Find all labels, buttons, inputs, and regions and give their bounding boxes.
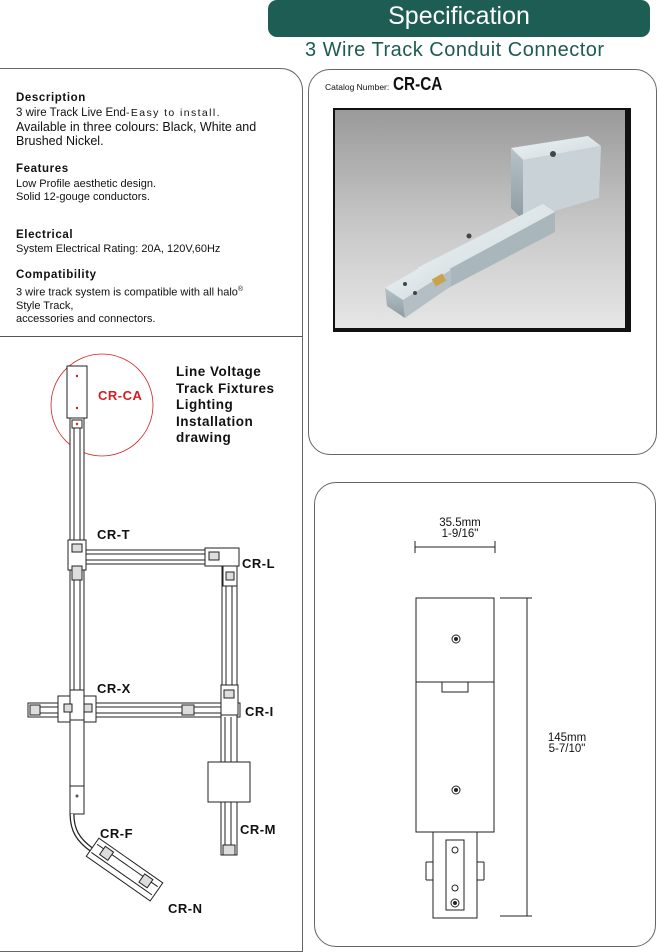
installation-line: Line Voltage: [176, 364, 262, 379]
product-photo: [333, 108, 631, 332]
label-cr-f: CR-F: [100, 826, 134, 841]
electrical-text: [16, 243, 220, 256]
dimension-drawing: [400, 530, 550, 930]
label-cr-i: CR-I: [245, 704, 274, 719]
installation-line: Installation: [176, 413, 254, 429]
description-line3: Brushed Nickel.: [16, 134, 104, 148]
width-inches: 1-9/16": [441, 528, 479, 540]
label-cr-ca: CR-CA: [98, 388, 143, 403]
registered-mark: ®: [237, 286, 244, 293]
catalog-number-label: Catalog Number:: [325, 82, 390, 92]
description-heading: Description: [16, 92, 86, 104]
section-divider: [0, 336, 303, 337]
description-line1-part1: 3 wire Track Live End: [16, 107, 126, 119]
length-inches: 5-7/10": [548, 743, 586, 755]
installation-drawing: [0, 340, 303, 952]
compatibility-line3: accessories and connectors.: [16, 312, 156, 325]
compatibility-line2: Style Track,: [16, 299, 74, 312]
features-text: [16, 178, 156, 204]
width-dimension: [420, 518, 500, 540]
product-title: 3 Wire Track Conduit Connector: [305, 39, 605, 61]
label-cr-t: CR-T: [97, 527, 131, 542]
label-cr-l: CR-L: [242, 556, 276, 571]
page-title: Specification: [388, 2, 530, 30]
description-line2: Available in three colours: Black, White and: [16, 120, 257, 134]
label-cr-m: CR-M: [240, 822, 276, 837]
width-mm: 35.5mm: [439, 517, 481, 529]
compatibility-line1: 3 wire track system is compatible with all halo: [16, 286, 238, 299]
electrical-heading: Electrical: [16, 229, 74, 241]
description-line1-part2: -Easy to install.: [125, 107, 221, 119]
compatibility-heading: Compatibility: [16, 269, 97, 281]
length-dimension: [532, 733, 602, 755]
length-mm: 145mm: [547, 732, 587, 744]
installation-line: drawing: [176, 430, 232, 445]
description-text: [16, 107, 256, 148]
header-banner: [268, 0, 650, 37]
installation-line: Track Fixtures: [176, 380, 275, 396]
features-line1: Low Profile aesthetic design.: [16, 178, 157, 190]
installation-line: Lighting: [176, 397, 234, 412]
features-heading: Features: [16, 163, 69, 175]
label-cr-n: CR-N: [168, 901, 203, 916]
compatibility-text: [16, 283, 243, 326]
catalog-number-value: CR-CA: [393, 74, 443, 94]
features-line2: Solid 12-gouge conductors.: [16, 191, 150, 203]
electrical-line1: System Electrical Rating: 20A, 120V,60Hz: [16, 243, 221, 255]
label-cr-x: CR-X: [97, 681, 131, 696]
